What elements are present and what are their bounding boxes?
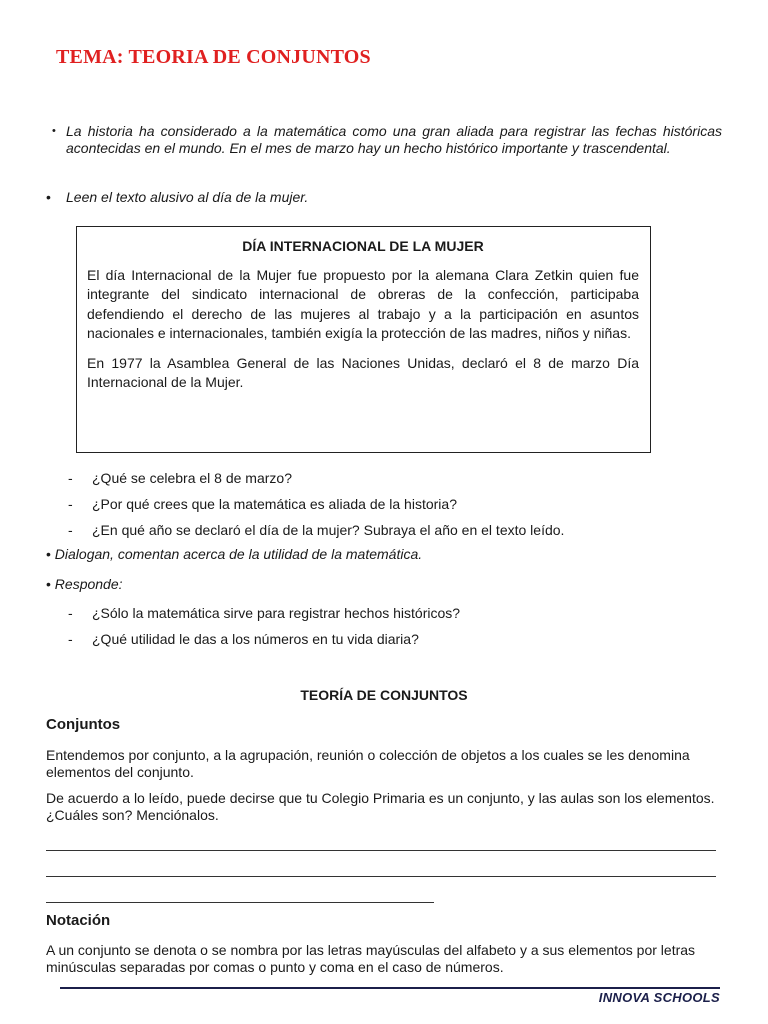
- question-text: ¿En qué año se declaró el día de la mujer? Subraya el año en el texto leído.: [92, 522, 565, 538]
- footer-rule: [60, 987, 720, 989]
- bullet-mark: •: [46, 576, 51, 592]
- reading-paragraph: En 1977 la Asamblea General de las Naciones Unidas, declaró el 8 de marzo Día Internacional de la Mujer.: [87, 354, 639, 390]
- intro-bullet-text: La historia ha considerado a la matemática como una gran aliada para registrar las fechas históricas acontecidas en el mundo. En el mes de marzo hay un hecho histórico importante y trascendental.: [66, 123, 722, 156]
- question-item: [68, 522, 718, 548]
- conjuntos-paragraph: De acuerdo a lo leído, puede decirse que tu Colegio Primaria es un conjunto, y las aulas son los elementos. ¿Cuáles son? Menciónalos.: [46, 790, 715, 823]
- instruction-bullet: [46, 189, 722, 206]
- footer-brand: INNOVA SCHOOLS: [598, 990, 720, 1005]
- question-text: ¿Sólo la matemática sirve para registrar hechos históricos?: [92, 605, 461, 621]
- question-text: ¿Qué se celebra el 8 de marzo?: [92, 470, 292, 486]
- answer-line[interactable]: [46, 850, 716, 851]
- section-title: TEORÍA DE CONJUNTOS: [300, 687, 468, 703]
- notacion-paragraph: A un conjunto se denota o se nombra por las letras mayúsculas del alfabeto y a sus elementos por letras minúsculas separadas por comas o punto y coma en el caso de números.: [46, 942, 696, 975]
- page-title: TEMA: TEORIA DE CONJUNTOS: [56, 46, 371, 68]
- question-text: ¿Qué utilidad le das a los números en tu vida diaria?: [92, 631, 419, 647]
- reading-box: [76, 226, 651, 453]
- intro-bullet: [46, 123, 722, 157]
- dash-mark: -: [68, 631, 73, 647]
- reading-box-title: DÍA INTERNACIONAL DE LA MUJER: [242, 238, 484, 254]
- instruction-bullet-text: Leen el texto alusivo al día de la mujer.: [66, 189, 309, 205]
- bullet-mark: •: [46, 546, 51, 562]
- conjuntos-heading: Conjuntos: [46, 716, 121, 733]
- notacion-heading: Notación: [46, 912, 111, 929]
- answer-line[interactable]: [46, 876, 716, 877]
- question-list: [68, 470, 718, 548]
- answer-line[interactable]: [46, 902, 434, 903]
- question-text: ¿Por qué crees que la matemática es aliada de la historia?: [92, 496, 457, 512]
- activity-bullet-text: Dialogan, comentan acerca de la utilidad de la matemática.: [54, 546, 423, 562]
- activity-bullet-text: Responde:: [54, 576, 123, 592]
- dash-mark: -: [68, 470, 73, 486]
- dash-mark: -: [68, 496, 73, 512]
- activity-bullet: [46, 546, 422, 562]
- question-item: [68, 470, 718, 496]
- dash-mark: -: [68, 522, 73, 538]
- reading-paragraph: El día Internacional de la Mujer fue propuesto por la alemana Clara Zetkin quien fue integrante del sindicato internacional de obreras de la confección, participaba defendiendo el derecho de las mujeres al trabajo y a la participación en asuntos nacionales e internacionales, también exigía la protección de las madres, niños y niñas.: [87, 266, 639, 341]
- bullet-mark: •: [46, 189, 51, 205]
- conjuntos-paragraph: Entendemos por conjunto, a la agrupación, reunión o colección de objetos a los cuales se les denomina elementos del conjunto.: [46, 747, 690, 780]
- question-item: [68, 605, 718, 631]
- dash-mark: -: [68, 605, 73, 621]
- question-item: [68, 496, 718, 522]
- question-item: [68, 631, 718, 657]
- question-list: [68, 605, 718, 657]
- bullet-mark: •: [52, 125, 56, 137]
- activity-bullet: [46, 576, 123, 592]
